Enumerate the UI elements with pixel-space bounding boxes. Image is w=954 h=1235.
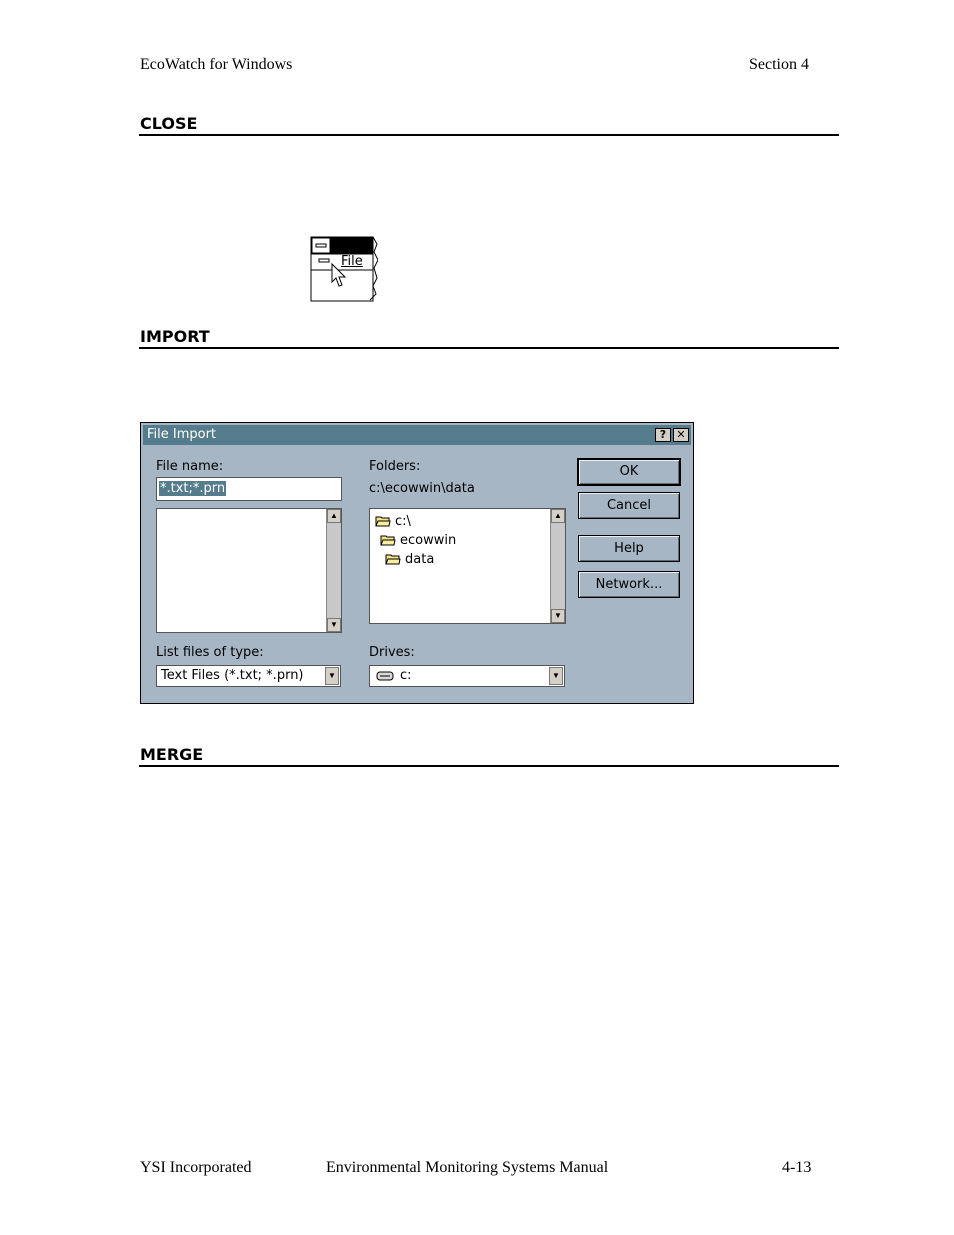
help-icon[interactable]: ?: [655, 428, 671, 442]
drives-select[interactable]: [369, 665, 565, 687]
current-path: c:\ecowwin\data: [369, 481, 475, 496]
drive-icon: [376, 671, 394, 681]
open-folder-icon: [385, 553, 401, 565]
folder-tree[interactable]: [369, 508, 566, 624]
folder-item-root[interactable]: [375, 512, 411, 530]
scroll-up-icon[interactable]: ▲: [327, 509, 341, 523]
folder-label: data: [405, 552, 435, 567]
footer-center: Environmental Monitoring Systems Manual: [326, 1159, 609, 1176]
folders-label: Folders:: [369, 459, 421, 474]
chevron-down-icon[interactable]: ▼: [549, 667, 563, 685]
section-title-merge: MERGE: [140, 745, 204, 764]
file-name-value: *.txt;*.prn: [160, 481, 226, 496]
network-button[interactable]: Network...: [578, 571, 680, 598]
list-type-value: Text Files (*.txt; *.prn): [161, 668, 304, 683]
open-folder-icon: [375, 515, 391, 527]
footer-page-number: 4-13: [782, 1159, 812, 1176]
footer-left: YSI Incorporated: [140, 1159, 252, 1176]
list-type-select[interactable]: [156, 665, 341, 687]
dialog-title: File Import: [147, 427, 217, 442]
scroll-down-icon[interactable]: ▼: [551, 609, 565, 623]
chevron-down-icon[interactable]: ▼: [325, 667, 339, 685]
section-rule: [139, 765, 839, 767]
dialog-titlebar[interactable]: [143, 425, 691, 445]
close-snippet-graphic: [310, 236, 378, 302]
close-menu-snippet: [310, 236, 378, 302]
drives-label: Drives:: [369, 645, 415, 660]
folder-label: ecowwin: [400, 533, 457, 548]
drive-value: c:: [400, 668, 412, 683]
help-button[interactable]: Help: [578, 535, 680, 562]
folder-item-ecowwin[interactable]: [380, 531, 456, 549]
header-left: EcoWatch for Windows: [140, 56, 293, 73]
section-title-close: CLOSE: [140, 114, 198, 133]
ok-button[interactable]: OK: [577, 458, 681, 486]
file-list[interactable]: [156, 508, 342, 633]
list-type-label: List files of type:: [156, 645, 264, 660]
close-icon[interactable]: ✕: [673, 428, 689, 442]
file-import-dialog: [140, 422, 694, 704]
folder-item-data[interactable]: [385, 550, 434, 568]
file-menu-label[interactable]: [341, 254, 363, 269]
folder-tree-scrollbar[interactable]: [550, 509, 565, 623]
file-list-scrollbar[interactable]: [326, 509, 341, 632]
header-right: Section 4: [749, 56, 809, 73]
folder-label: c:\: [395, 514, 411, 529]
section-rule: [139, 347, 839, 349]
file-name-label: File name:: [156, 459, 224, 474]
file-name-input[interactable]: [156, 477, 342, 501]
cancel-button[interactable]: Cancel: [578, 492, 680, 519]
scroll-up-icon[interactable]: ▲: [551, 509, 565, 523]
file-menu-text: File: [341, 254, 363, 269]
section-title-import: IMPORT: [140, 327, 210, 346]
open-folder-icon: [380, 534, 396, 546]
section-rule: [139, 134, 839, 136]
scroll-down-icon[interactable]: ▼: [327, 618, 341, 632]
